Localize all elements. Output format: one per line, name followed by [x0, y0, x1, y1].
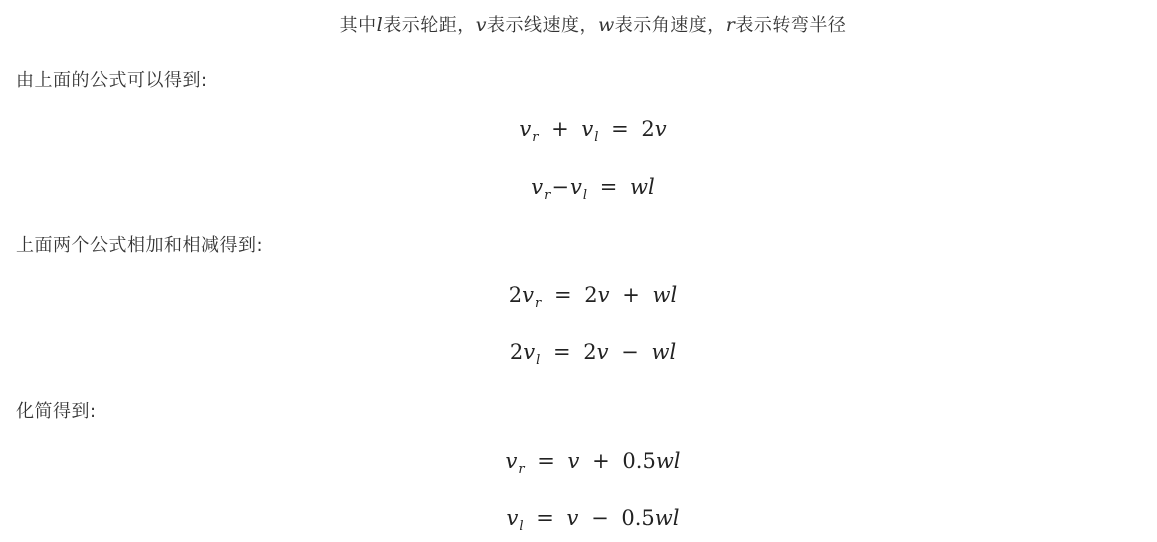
equation-right-simplified — [0, 449, 1157, 477]
eq-var: v — [567, 449, 580, 473]
eq-operator: − — [551, 175, 569, 199]
eq-var: wl — [654, 506, 680, 530]
eq-operator: − — [591, 506, 609, 530]
eq-var: v — [519, 117, 532, 141]
eq-number: 2 — [509, 340, 524, 364]
eq-operator: − — [621, 340, 639, 364]
eq-subscript: l — [582, 188, 588, 203]
eq-operator: + — [592, 449, 610, 473]
eq-operator: = — [536, 506, 554, 530]
eq-subscript: l — [519, 519, 524, 534]
eq-var: v — [581, 117, 594, 141]
paragraph-intro: 由上面的公式可以得到: — [16, 70, 208, 91]
eq-var: v — [596, 340, 609, 364]
equation-right-wheel — [0, 283, 1157, 311]
eq-var: wl — [655, 449, 681, 473]
eq-var: wl — [652, 283, 678, 307]
eq-var: v — [566, 506, 579, 530]
eq-subscript: l — [594, 130, 599, 145]
paragraph-simplify: 化简得到: — [16, 401, 97, 422]
eq-number: 2 — [583, 340, 597, 364]
eq-var: v — [522, 283, 535, 307]
eq-subscript: r — [544, 188, 551, 203]
eq-operator: = — [552, 340, 571, 364]
math-var: r — [725, 14, 736, 36]
eq-var: wl — [651, 340, 677, 364]
eq-subscript: r — [535, 296, 542, 311]
equation-left-wheel — [0, 340, 1157, 368]
eq-subscript: r — [532, 130, 539, 145]
paragraph-add-sub: 上面两个公式相加和相减得到: — [16, 235, 264, 256]
equation-difference — [0, 175, 1157, 203]
eq-var: v — [506, 506, 519, 530]
eq-operator: = — [537, 449, 555, 473]
eq-var: v — [505, 449, 518, 473]
eq-number: 2 — [508, 283, 523, 307]
eq-number: 0.5 — [621, 506, 655, 530]
eq-var: v — [531, 175, 544, 199]
equation-sum — [0, 117, 1157, 145]
eq-operator: = — [599, 175, 618, 199]
caption-line — [0, 11, 1157, 37]
eq-number: 2 — [641, 117, 655, 141]
math-var: v — [475, 14, 487, 36]
eq-number: 0.5 — [622, 449, 656, 473]
eq-var: v — [523, 340, 536, 364]
eq-operator: = — [611, 117, 629, 141]
eq-var: v — [654, 117, 667, 141]
caption-text: 表示轮距， — [383, 15, 476, 36]
caption-text: 表示角速度， — [614, 15, 726, 36]
equation-left-simplified — [0, 506, 1157, 534]
eq-operator: + — [551, 117, 569, 141]
eq-operator: + — [622, 283, 640, 307]
eq-var: v — [597, 283, 610, 307]
eq-subscript: l — [536, 353, 541, 368]
eq-operator: = — [553, 283, 572, 307]
math-var: w — [597, 14, 615, 36]
caption-text: 其中 — [339, 15, 377, 36]
math-var: l — [376, 14, 384, 36]
eq-var: v — [569, 175, 582, 199]
eq-subscript: r — [518, 462, 525, 477]
caption-text: 表示转弯半径 — [735, 15, 847, 36]
eq-number: 2 — [584, 283, 598, 307]
eq-var: wl — [630, 175, 655, 199]
caption-text: 表示线速度， — [486, 15, 598, 36]
